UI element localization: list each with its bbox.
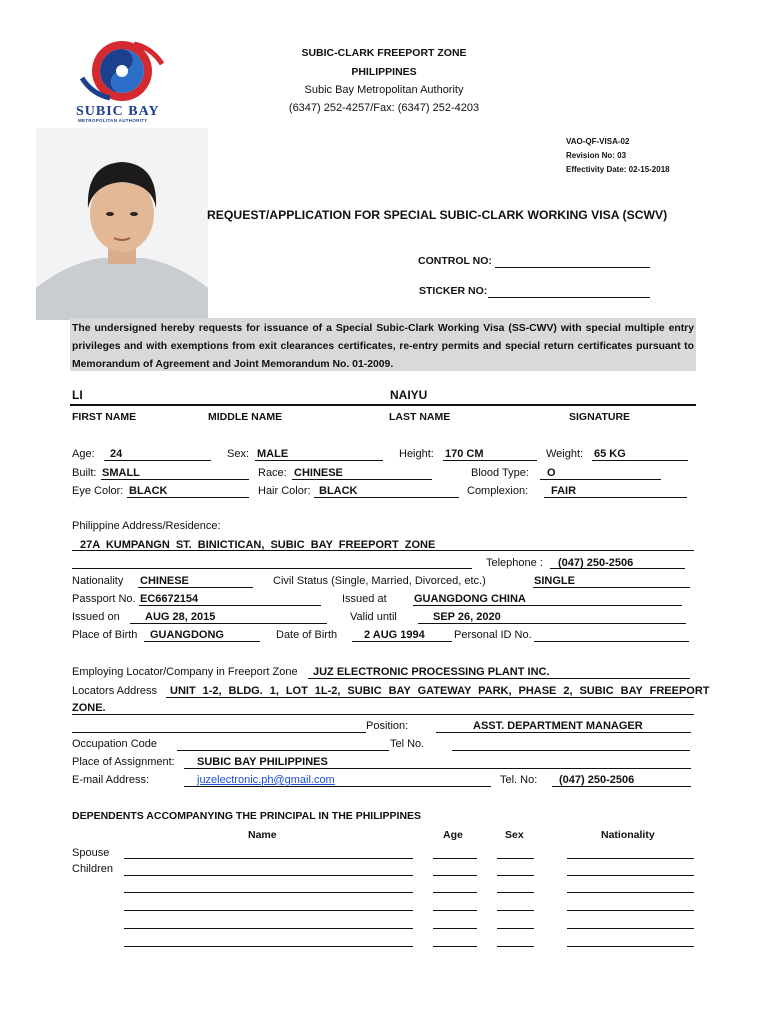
dependent-age-field[interactable] [433,946,477,947]
race-value[interactable]: CHINESE [294,467,343,479]
dependent-nationality-field[interactable] [567,875,694,876]
civil-status-label: Civil Status (Single, Married, Divorced, etc.) [273,575,486,587]
blood-type-label: Blood Type: [471,467,529,479]
dependent-age-field[interactable] [433,875,477,876]
last-name-label: LAST NAME [389,411,451,423]
position-field-left[interactable] [72,732,366,733]
dependent-sex-field[interactable] [497,858,534,859]
dependent-age-field[interactable] [433,928,477,929]
eye-color-value[interactable]: BLACK [129,485,168,497]
applicant-photo [36,128,208,320]
hair-color-value[interactable]: BLACK [319,485,358,497]
tel2-value[interactable]: (047) 250-2506 [559,774,635,786]
children-label: Children [72,863,113,875]
position-value[interactable]: ASST. DEPARTMENT MANAGER [473,720,643,732]
signature-label: SIGNATURE [569,411,631,423]
dependents-heading: DEPENDENTS ACCOMPANYING THE PRINCIPAL IN THE PHILIPPINES [72,810,422,822]
email-field[interactable] [184,786,491,787]
age-field[interactable] [104,460,211,461]
civil-status-field[interactable] [533,587,690,588]
age-label: Age: [72,448,95,460]
hair-color-label: Hair Color: [258,485,311,497]
dependents-col-age: Age [443,829,463,841]
dependent-name-field[interactable] [124,928,413,929]
dependent-name-field[interactable] [124,858,413,859]
dependent-sex-field[interactable] [497,910,534,911]
race-field[interactable] [292,479,432,480]
height-label: Height: [399,448,434,460]
spouse-label: Spouse [72,847,110,859]
complexion-field[interactable] [544,497,687,498]
occupation-code-label: Occupation Code [72,738,157,750]
dependent-nationality-field[interactable] [567,858,694,859]
middle-name-label: MIDDLE NAME [208,411,283,423]
company-field[interactable] [308,678,690,679]
nationality-label: Nationality [72,575,124,587]
locator-address-value-2[interactable]: ZONE. [72,702,106,714]
locator-address-field-2[interactable] [72,714,694,715]
form-title: REQUEST/APPLICATION FOR SPECIAL SUBIC-CLARK WORKING VISA (SCWV) [207,208,668,222]
tel-no-label: Tel No. [390,738,425,750]
email-label: E-mail Address: [72,774,150,786]
dependents-col-sex: Sex [505,829,524,841]
logo-subtext: METROPOLITAN AUTHORITY [78,118,148,123]
dependent-age-field[interactable] [433,892,477,893]
person-photo-icon [36,128,208,320]
valid-until-value[interactable]: SEP 26, 2020 [433,611,501,623]
address-value[interactable]: 27A KUMPANGN ST. BINICTICAN, SUBIC BAY FREEPORT ZONE [80,539,436,551]
email-value[interactable]: juzelectronic.ph@gmail.com [197,774,335,786]
dependents-col-name: Name [248,829,277,841]
dependent-nationality-field[interactable] [567,892,694,893]
built-label: Built: [72,467,97,479]
dependent-sex-field[interactable] [497,928,534,929]
locator-address-field[interactable] [166,697,694,698]
weight-label: Weight: [546,448,584,460]
sex-field[interactable] [255,460,383,461]
nationality-field[interactable] [138,587,253,588]
dependent-name-field[interactable] [124,875,413,876]
telephone-value[interactable]: (047) 250-2506 [558,557,634,569]
issued-at-field[interactable] [413,605,682,606]
first-name-label: FIRST NAME [72,411,137,423]
date-of-birth-value[interactable]: 2 AUG 1994 [364,629,425,641]
occupation-code-field[interactable] [177,750,389,751]
personal-id-label: Personal ID No. [454,629,532,641]
sticker-no-field[interactable] [488,297,650,298]
eye-color-field[interactable] [127,497,249,498]
form-revision: Revision No: 03 [566,151,627,160]
dependent-name-field[interactable] [124,892,413,893]
address-label: Philippine Address/Residence: [72,520,221,532]
control-no-label: CONTROL NO: [418,255,492,267]
date-of-birth-field[interactable] [352,641,452,642]
height-field[interactable] [443,460,537,461]
built-value[interactable]: SMALL [102,467,140,479]
logo-text: SUBIC BAY [76,104,160,119]
issued-at-label: Issued at [342,593,387,605]
locator-address-label: Locators Address [72,685,157,697]
passport-value[interactable]: EC6672154 [140,593,199,605]
date-of-birth-label: Date of Birth [276,629,338,641]
valid-until-field[interactable] [418,623,686,624]
position-label: Position: [366,720,409,732]
dependent-name-field[interactable] [124,910,413,911]
assignment-value[interactable]: SUBIC BAY PHILIPPINES [197,756,328,768]
issued-at-value[interactable]: GUANGDONG CHINA [414,593,526,605]
sex-label: Sex: [227,448,250,460]
personal-id-field[interactable] [534,641,689,642]
tel-no-field[interactable] [452,750,690,751]
blood-type-value[interactable]: O [547,467,556,479]
valid-until-label: Valid until [350,611,397,623]
race-label: Race: [258,467,287,479]
issued-on-value[interactable]: AUG 28, 2015 [145,611,216,623]
tel2-label: Tel. No: [500,774,538,786]
first-name-value: LI [72,388,83,402]
issued-on-label: Issued on [72,611,120,623]
assignment-label: Place of Assignment: [72,756,175,768]
form-effectivity: Effectivity Date: 02-15-2018 [566,165,670,174]
dependent-age-field[interactable] [433,910,477,911]
built-field[interactable] [101,479,249,480]
control-no-field[interactable] [495,267,650,268]
blood-type-field[interactable] [540,479,661,480]
nationality-value[interactable]: CHINESE [140,575,189,587]
dependent-nationality-field[interactable] [567,910,694,911]
dependent-nationality-field[interactable] [567,946,694,947]
address-line2[interactable] [72,568,472,569]
height-value[interactable]: 170 CM [445,448,484,460]
complexion-value[interactable]: FAIR [551,485,577,497]
dependent-age-field[interactable] [433,858,477,859]
passport-label: Passport No. [72,593,136,605]
dependent-name-field[interactable] [124,946,413,947]
sticker-no-label: STICKER NO: [419,285,488,297]
assignment-field[interactable] [184,768,691,769]
passport-field[interactable] [139,605,321,606]
dependents-col-nationality: Nationality [601,829,655,841]
eye-color-label: Eye Color: [72,485,124,497]
weight-field[interactable] [592,460,688,461]
hair-color-field[interactable] [314,497,459,498]
dependents-table [0,0,1,1]
header-org-line1: SUBIC-CLARK FREEPORT ZONE [301,47,467,59]
place-of-birth-field[interactable] [144,641,260,642]
company-label: Employing Locator/Company in Freeport Zone [72,666,298,678]
telephone-label: Telephone : [486,557,543,569]
dependent-sex-field[interactable] [497,875,534,876]
form-code: VAO-QF-VISA-02 [566,137,630,146]
weight-value[interactable]: 65 KG [594,448,626,460]
age-value[interactable]: 24 [110,448,123,460]
place-of-birth-label: Place of Birth [72,629,138,641]
dependent-sex-field[interactable] [497,946,534,947]
company-value[interactable]: JUZ ELECTRONIC PROCESSING PLANT INC. [313,666,550,678]
tel2-field[interactable] [552,786,691,787]
sex-value[interactable]: MALE [257,448,289,460]
position-field[interactable] [436,732,691,733]
header-org-line2: PHILIPPINES [351,66,417,78]
civil-status-value[interactable]: SINGLE [534,575,575,587]
locator-address-value[interactable]: UNIT 1-2, BLDG. 1, LOT 1L-2, SUBIC BAY GATEWAY PARK, PHASE 2, SUBIC BAY FREEPORT [170,685,710,697]
header-org-line3: Subic Bay Metropolitan Authority [304,84,464,96]
dependent-nationality-field[interactable] [567,928,694,929]
place-of-birth-value[interactable]: GUANGDONG [150,629,224,641]
header-org-line4: (6347) 252-4257/Fax: (6347) 252-4203 [288,102,480,114]
name-rule [70,404,696,406]
issued-on-field[interactable] [130,623,327,624]
dependent-sex-field[interactable] [497,892,534,893]
intro-text: The undersigned hereby requests for issuance of a Special Subic-Clark Working Visa (SS-CWV) with special multiple entry privileges and with exemptions from exit clearances certificates, re-entry permits and special return certificates pursuant to Memorandum of Agreement and Joint Memorandum No. 01-2009. [72,323,694,370]
complexion-label: Complexion: [467,485,529,497]
last-name-value: NAIYU [390,388,428,402]
